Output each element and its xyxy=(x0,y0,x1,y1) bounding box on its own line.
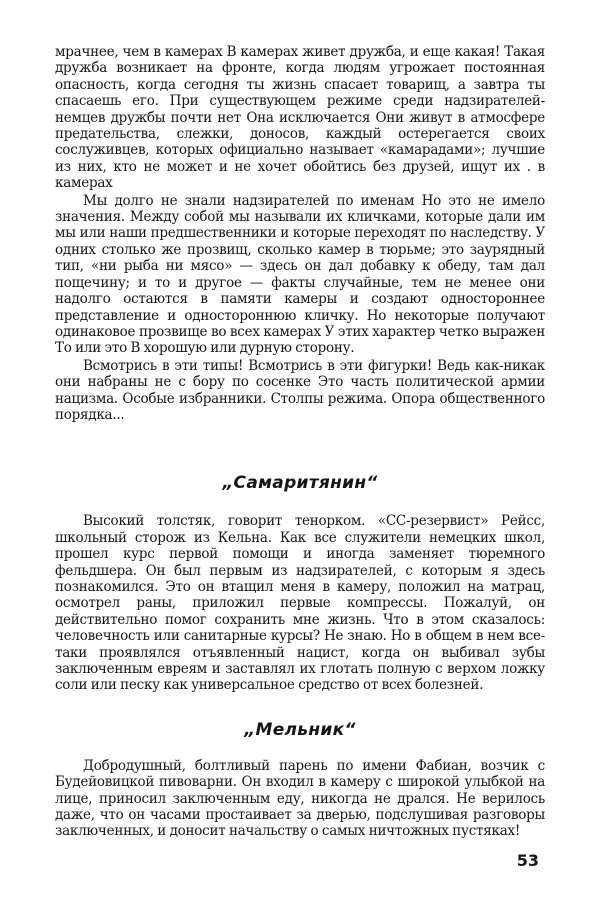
paragraph-4: Высокий толстяк, говорит тенорком. «СС-резервист» Рейсс, школьный сторож из Кельна. Как все служители немецких школ, прошел курс первой помощи и иногда заменяет тюремного фельдшера. Он был первым из надзирателей, с которым я здесь познакомился. Это он втащил меня в камеру, положил на матрац, осмотрел раны, приложил первые компрессы. Пожалуй, он действительно помог сохранить мне жизнь. Что в этом сказалось: человечность или санитарные курсы? Не знаю. Но в общем в нем все-таки проявлялся отъявленный нацист, когда он выбивал зубы заключенным евреям и заставлял их глотать полную с верхом ложку соли или песку как универсальное средство от всех болезней. xyxy=(55,513,545,694)
paragraph-3: Всмотрись в эти типы! Всмотрись в эти фигурки! Ведь как-никак они набраны не с бору по сосенке Это часть политической армии нацизма. Особые избранники. Столпы режима. Опора общественного порядка... xyxy=(55,357,545,423)
section-title-miller: „Мельник“ xyxy=(244,719,356,740)
paragraph-2: Мы долго не знали надзирателей по именам Но это не имело значения. Между собой мы называли их кличками, которые дали им мы или наши предшественники и которые переходят по наследству. У одних столько же прозвищ, сколько камер в тюрьме; это заурядный тип, «ни рыба ни мясо» — здесь он дал добавку к обеду, там дал пощечину; и то и другое — факты случайные, тем не менее они надолго остаются в памяти камеры и создают одностороннее представление и одностороннюю кличку. Но некоторые получают одинаковое прозвище во всех камерах У этих характер четко выражен То или это В хорошую или дурную сторону. xyxy=(55,192,545,357)
page-body xyxy=(55,44,545,840)
section-title-samaritan: „Самаритянин“ xyxy=(222,473,378,494)
page-number: 53 xyxy=(516,851,539,870)
paragraph-1: мрачнее, чем в камерах В камерах живет дружба, и еще какая! Такая дружба возникает на фронте, когда людям угрожает постоянная опасность, когда сегодня ты жизнь спасает товарищ, а завтра ты спасаешь его. При существующем режиме среди надзирателей-немцев дружбы почти нет Она исключается Они живут в атмосфере предательства, слежки, доносов, каждый остерегается своих сослуживцев, которых официально называет «камарадами»; лучшие из них, кто не может и не хочет обойтись без друзей, ищут их . в камерах xyxy=(55,44,545,192)
paragraph-5: Добродушный, болтливый парень по имени Фабиан, возчик с Будейовицкой пивоварни. Он входил в камеру с широкой улыбкой на лице, приносил заключенным еду, никогда не дрался. Не верилось даже, что он часами простаивает за дверью, подслушивая разговоры заключенных, и доносит начальству о самых ничтожных пустяках! xyxy=(55,757,545,840)
